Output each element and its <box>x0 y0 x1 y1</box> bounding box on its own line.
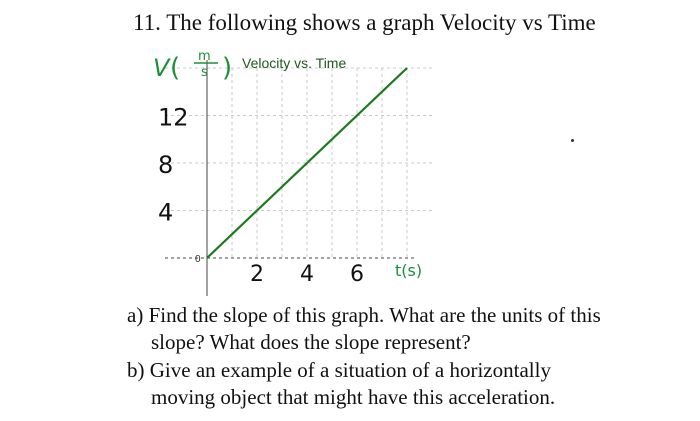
question-part-a <box>127 302 601 356</box>
question-part-b <box>127 357 555 411</box>
part-b-line-1: b) Give an example of a situation of a horizontally <box>127 358 551 382</box>
part-a-line-2: slope? What does the slope represent? <box>151 330 471 354</box>
stray-dot <box>571 139 574 142</box>
y-axis-label-v: V <box>153 54 170 82</box>
y-tick-label: 4 <box>158 198 174 227</box>
y-axis-label-num: m <box>198 49 211 64</box>
chart-title: Velocity vs. Time <box>242 55 347 71</box>
y-tick-label: 12 <box>158 103 189 132</box>
y-axis-label-open: ( <box>170 53 181 83</box>
chart-grid <box>165 68 435 258</box>
y-axis-label-den: s <box>201 65 208 80</box>
x-tick-label: 2 <box>250 262 264 287</box>
x-tick-label: 4 <box>300 262 314 287</box>
x-tick-label: 6 <box>350 262 364 287</box>
part-b-line-2: moving object that might have this acceleration. <box>151 385 556 409</box>
question-title: 11. The following shows a graph Velocity vs Time <box>133 10 596 35</box>
y-axis-label <box>153 49 232 83</box>
x-axis-label: t(s) <box>395 261 423 280</box>
y-tick-label: 8 <box>158 151 174 179</box>
y-tick-labels <box>158 104 189 227</box>
origin-label: 0 <box>195 254 201 265</box>
part-a-line-1: a) Find the slope of this graph. What are the units of this <box>127 303 601 327</box>
x-tick-labels <box>250 262 364 287</box>
y-axis-label-close: ) <box>222 53 233 83</box>
